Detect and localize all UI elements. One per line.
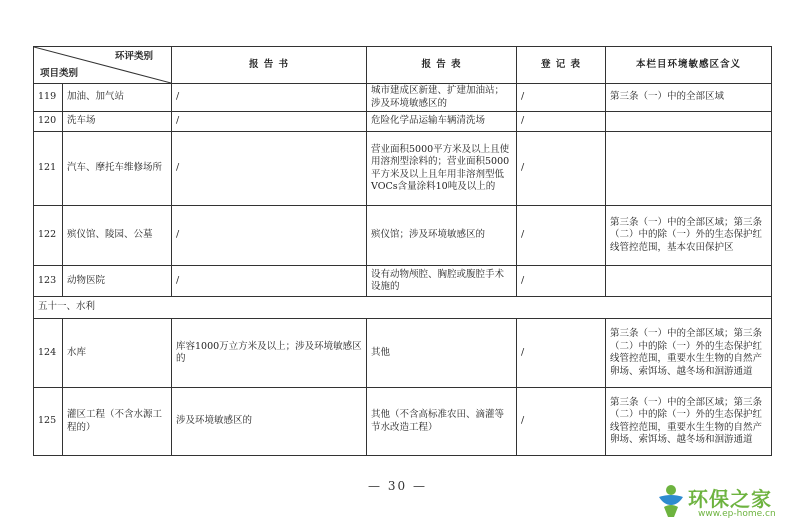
sensitive-cell: 第三条（一）中的全部区域；第三条（二）中的除（一）外的生态保护红线管控范围，基本农田保护区 xyxy=(606,206,772,266)
row-number: 119 xyxy=(34,84,63,112)
report-table-cell: 城市建成区新建、扩建加油站；涉及环境敏感区的 xyxy=(367,84,517,112)
report-book-cell: 涉及环境敏感区的 xyxy=(172,388,367,456)
report-book-cell: / xyxy=(172,112,367,132)
row-number: 121 xyxy=(34,132,63,206)
register-cell: / xyxy=(517,84,606,112)
report-book-cell: 库容1000万立方米及以上；涉及环境敏感区的 xyxy=(172,319,367,388)
sensitive-cell: 第三条（一）中的全部区域；第三条（二）中的除（一）外的生态保护红线管控范围，重要水生生物的自然产卵场、索饵场、越冬场和洄游通道 xyxy=(606,388,772,456)
diagonal-header-cell xyxy=(34,47,172,84)
register-cell: / xyxy=(517,319,606,388)
register-cell: / xyxy=(517,266,606,297)
register-cell: / xyxy=(517,112,606,132)
table-header-row xyxy=(34,47,772,84)
sensitive-cell xyxy=(606,266,772,297)
diag-top-label: 环评类别 xyxy=(114,51,153,62)
register-cell: / xyxy=(517,132,606,206)
report-table-cell: 其他 xyxy=(367,319,517,388)
register-cell: / xyxy=(517,388,606,456)
report-book-cell: / xyxy=(172,206,367,266)
environment-category-table xyxy=(33,46,772,456)
report-table-cell: 设有动物颅腔、胸腔或腹腔手术设施的 xyxy=(367,266,517,297)
report-table-cell: 营业面积5000平方米及以上且使用溶剂型涂料的；营业面积5000平方米及以上且年用非溶剂型低VOCs含量涂料10吨及以上的 xyxy=(367,132,517,206)
row-number: 124 xyxy=(34,319,63,388)
table-row xyxy=(34,112,772,132)
row-number: 123 xyxy=(34,266,63,297)
project-name: 洗车场 xyxy=(63,112,172,132)
table-row xyxy=(34,206,772,266)
table-row xyxy=(34,319,772,388)
project-name: 加油、加气站 xyxy=(63,84,172,112)
section-title: 五十一、水利 xyxy=(34,297,772,319)
col-sensitive: 本栏目环境敏感区含义 xyxy=(606,47,772,84)
row-number: 120 xyxy=(34,112,63,132)
project-name: 水库 xyxy=(63,319,172,388)
page-number: — 30 — xyxy=(368,479,427,493)
sensitive-cell xyxy=(606,112,772,132)
report-table-cell: 危险化学品运输车辆清洗场 xyxy=(367,112,517,132)
report-book-cell: / xyxy=(172,266,367,297)
col-report-table: 报 告 表 xyxy=(367,47,517,84)
report-book-cell: / xyxy=(172,84,367,112)
project-name: 汽车、摩托车维修场所 xyxy=(63,132,172,206)
row-number: 125 xyxy=(34,388,63,456)
table-row xyxy=(34,132,772,206)
project-name: 灌区工程（不含水源工程的） xyxy=(63,388,172,456)
leaf-person-icon xyxy=(656,483,686,517)
col-report-book: 报 告 书 xyxy=(172,47,367,84)
sensitive-cell: 第三条（一）中的全部区域；第三条（二）中的除（一）外的生态保护红线管控范围，重要水生生物的自然产卵场、索饵场、越冬场和洄游通道 xyxy=(606,319,772,388)
row-number: 122 xyxy=(34,206,63,266)
site-logo xyxy=(648,481,793,525)
table-row xyxy=(34,266,772,297)
col-register: 登 记 表 xyxy=(517,47,606,84)
report-table-cell: 其他（不含高标准农田、滴灌等节水改造工程） xyxy=(367,388,517,456)
register-cell: / xyxy=(517,206,606,266)
sensitive-cell xyxy=(606,132,772,206)
report-book-cell: / xyxy=(172,132,367,206)
logo-text: 环保之家 xyxy=(688,487,772,511)
table-row xyxy=(34,388,772,456)
project-name: 动物医院 xyxy=(63,266,172,297)
diag-bottom-label: 项目类别 xyxy=(40,67,79,79)
sensitive-cell: 第三条（一）中的全部区域 xyxy=(606,84,772,112)
project-name: 殡仪馆、陵园、公墓 xyxy=(63,206,172,266)
logo-url: www.ep-home.cn xyxy=(698,509,776,519)
table-row xyxy=(34,84,772,112)
report-table-cell: 殡仪馆；涉及环境敏感区的 xyxy=(367,206,517,266)
section-row xyxy=(34,297,772,319)
